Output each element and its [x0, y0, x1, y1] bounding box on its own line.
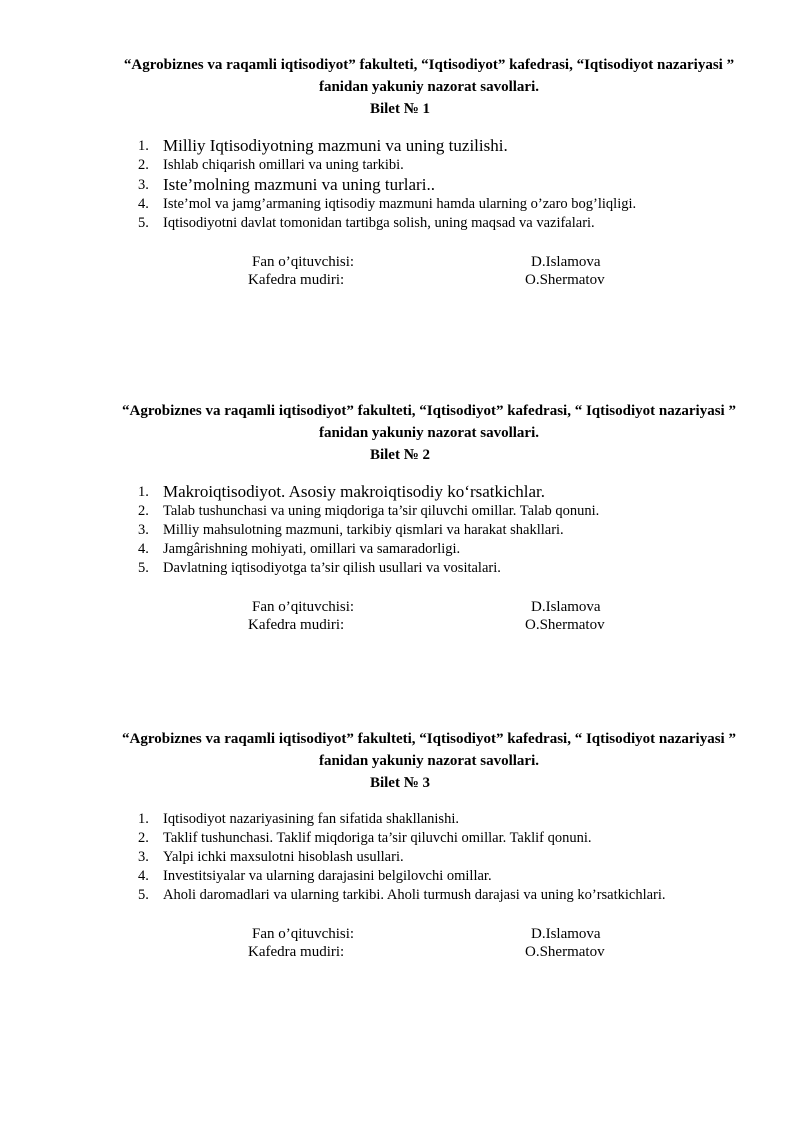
ticket-heading: “Agrobiznes va raqamli iqtisodiyot” fakulteti, “Iqtisodiyot” kafedrasi, “ Iqtisodiyot nazariyasi ” fanidan yakuniy nazorat savollari. — [122, 403, 736, 441]
head-row — [0, 943, 800, 961]
question-text: Milliy mahsulotning mazmuni, tarkibiy qismlari va harakat shakllari. — [163, 522, 564, 538]
question-item — [0, 559, 800, 578]
question-item — [0, 540, 800, 559]
question-number: 3. — [138, 522, 149, 538]
teacher-name: D.Islamova — [531, 254, 601, 270]
exam-ticket-3 — [0, 728, 800, 965]
question-number: 2. — [138, 157, 149, 173]
head-label: Kafedra mudiri: — [248, 272, 345, 288]
exam-ticket-1 — [0, 54, 800, 293]
head-name: O.Shermatov — [525, 944, 605, 960]
question-list — [0, 482, 800, 578]
question-text: Talab tushunchasi va uning miqdoriga ta’sir qiluvchi omillar. Talab qonuni. — [163, 503, 600, 519]
question-item — [0, 502, 800, 521]
question-text: Taklif tushunchasi. Taklif miqdoriga ta’sir qiluvchi omillar. Taklif qonuni. — [163, 830, 592, 846]
question-number: 5. — [138, 887, 149, 903]
question-number: 4. — [138, 196, 149, 212]
teacher-label: Fan o’qituvchisi: — [252, 254, 355, 270]
question-item — [0, 886, 800, 905]
question-number: 3. — [138, 849, 149, 865]
question-item — [0, 482, 800, 502]
teacher-name: D.Islamova — [531, 926, 601, 942]
ticket-number: Bilet № 3 — [369, 775, 431, 791]
question-text: Jamgârishning mohiyati, omillari va samaradorligi. — [163, 541, 461, 557]
signature-block — [0, 598, 800, 638]
question-item — [0, 829, 800, 848]
question-text: Yalpi ichki maxsulotni hisoblash usullari. — [163, 849, 404, 865]
teacher-name: D.Islamova — [531, 599, 601, 615]
question-item — [0, 521, 800, 540]
question-item — [0, 156, 800, 175]
question-text: Iqtisodiyot nazariyasining fan sifatida shakllanishi. — [163, 811, 459, 827]
ticket-number: Bilet № 1 — [369, 101, 431, 117]
ticket-heading: “Agrobiznes va raqamli iqtisodiyot” fakulteti, “Iqtisodiyot” kafedrasi, “ Iqtisodiyot nazariyasi ” fanidan yakuniy nazorat savollari. — [122, 731, 736, 769]
teacher-row — [0, 598, 800, 616]
question-text: Davlatning iqtisodiyotga ta’sir qilish usullari va vositalari. — [163, 560, 501, 576]
question-item — [0, 810, 800, 829]
teacher-row — [0, 253, 800, 271]
signature-block — [0, 253, 800, 293]
question-number: 2. — [138, 830, 149, 846]
question-item — [0, 195, 800, 214]
question-text: Iste’mol va jamg’armaning iqtisodiy mazmuni hamda ularning o’zaro bog’liqligi. — [163, 196, 637, 212]
question-number: 3. — [138, 177, 149, 193]
question-number: 1. — [138, 138, 149, 154]
question-text: Ishlab chiqarish omillari va uning tarkibi. — [163, 157, 404, 173]
question-item — [0, 867, 800, 886]
question-number: 5. — [138, 215, 149, 231]
question-text: Makroiqtisodiyot. Asosiy makroiqtisodiy ko‘rsatkichlar. — [163, 482, 546, 501]
exam-ticket-2 — [0, 400, 800, 638]
question-number: 5. — [138, 560, 149, 576]
head-row — [0, 616, 800, 634]
question-text: Iste’molning mazmuni va uning turlari.. — [163, 175, 435, 194]
teacher-label: Fan o’qituvchisi: — [252, 599, 355, 615]
question-item — [0, 175, 800, 195]
ticket-heading: “Agrobiznes va raqamli iqtisodiyot” fakulteti, “Iqtisodiyot” kafedrasi, “Iqtisodiyot nazariyasi ” fanidan yakuniy nazorat savollari. — [123, 57, 735, 95]
question-number: 1. — [138, 484, 149, 500]
ticket-number: Bilet № 2 — [369, 447, 431, 463]
head-name: O.Shermatov — [525, 617, 605, 633]
question-item — [0, 214, 800, 233]
question-number: 1. — [138, 811, 149, 827]
question-number: 2. — [138, 503, 149, 519]
question-text: Iqtisodiyotni davlat tomonidan tartibga solish, uning maqsad va vazifalari. — [163, 215, 595, 231]
head-label: Kafedra mudiri: — [248, 617, 345, 633]
head-label: Kafedra mudiri: — [248, 944, 345, 960]
teacher-label: Fan o’qituvchisi: — [252, 926, 355, 942]
question-item — [0, 136, 800, 156]
signature-block — [0, 925, 800, 965]
head-name: O.Shermatov — [525, 272, 605, 288]
head-row — [0, 271, 800, 289]
teacher-row — [0, 925, 800, 943]
question-number: 4. — [138, 541, 149, 557]
question-text: Investitsiyalar va ularning darajasini belgilovchi omillar. — [163, 868, 492, 884]
question-item — [0, 848, 800, 867]
question-text: Aholi daromadlari va ularning tarkibi. Aholi turmush darajasi va uning ko’rsatkichlari. — [163, 887, 666, 903]
question-list — [0, 136, 800, 233]
question-number: 4. — [138, 868, 149, 884]
question-list — [0, 810, 800, 905]
question-text: Milliy Iqtisodiyotning mazmuni va uning tuzilishi. — [163, 136, 508, 155]
